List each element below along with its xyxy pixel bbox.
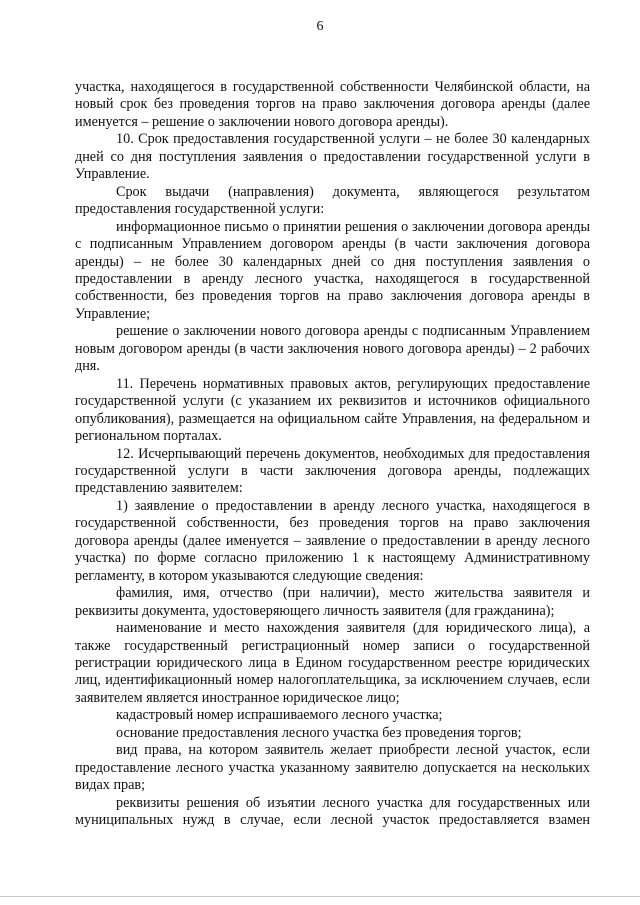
paragraph: основание предоставления лесного участка без проведения торгов; — [116, 724, 522, 741]
paragraph: реквизиты решения об изъятии лесного участка для государственных или муниципальных нужд в случае, если лесной участок предоставляется взамен — [75, 794, 590, 829]
paragraph: фамилия, имя, отчество (при наличии), место жительства заявителя и реквизиты документа, удостоверяющего личность заявителя (для гражданина); — [75, 585, 590, 619]
footer-rule — [0, 896, 640, 897]
paragraph: 11. Перечень нормативных правовых актов, регулирующих предоставление государственной услуги (с указанием их реквизитов и источников официального опубликования), размещается на официальном сайте Управления, на федеральном и региональном порталах. — [75, 375, 590, 445]
paragraph: 12. Исчерпывающий перечень документов, необходимых для предоставления государственной услуги в части заключения договора аренды, подлежащих представлению заявителем: — [75, 445, 590, 497]
paragraph: участка, находящегося в государственной собственности Челябинской области, на новый срок без проведения торгов на право заключения договора аренды (далее именуется – решение о заключении нового договора аренды). — [75, 79, 590, 130]
paragraph: вид права, на котором заявитель желает приобрести лесной участок, если предоставление лесного участка указанному заявителю допускается на нескольких видах прав; — [75, 742, 590, 794]
paragraph: 1) заявление о предоставлении в аренду лесного участка, находящегося в государственной собственности, без проведения торгов на право заключения договора аренды (далее именуется – заявление о предоставлении в аренду лесного участка) по форме согласно приложению 1 к настоящему Административному регламенту, в котором указываются следующие сведения: — [75, 497, 590, 584]
document-body — [75, 79, 590, 829]
paragraph: Срок выдачи (направления) документа, являющегося результатом предоставления государственной услуги: — [75, 183, 590, 218]
paragraph: 10. Срок предоставления государственной услуги – не более 30 календарных дней со дня поступления заявления о предоставлении государственной услуги в Управление. — [75, 131, 590, 183]
paragraph: информационное письмо о принятии решения о заключении договора аренды с подписанным Управлением договором аренды (в части заключения договора аренды) – не более 30 календарных дней со дня поступления заявления о предоставлении в аренду лесного участка, находящегося в государственной собственности, без проведения торгов на право заключения договора аренды в Управление; — [75, 218, 590, 322]
paragraph: решение о заключении нового договора аренды с подписанным Управлением новым договором аренды (в части заключения нового договора аренды) – 2 рабочих дня. — [75, 323, 590, 375]
paragraph: кадастровый номер испрашиваемого лесного участка; — [116, 707, 443, 724]
page-number: 6 — [316, 19, 324, 34]
paragraph: наименование и место нахождения заявителя (для юридического лица), а также государственный регистрационный номер записи о государственной регистрации юридического лица в Едином государственном реестре юридических лиц, идентификационный номер налогоплательщика, за исключением случаев, если заявителем является иностранное юридическое лицо; — [75, 620, 590, 706]
